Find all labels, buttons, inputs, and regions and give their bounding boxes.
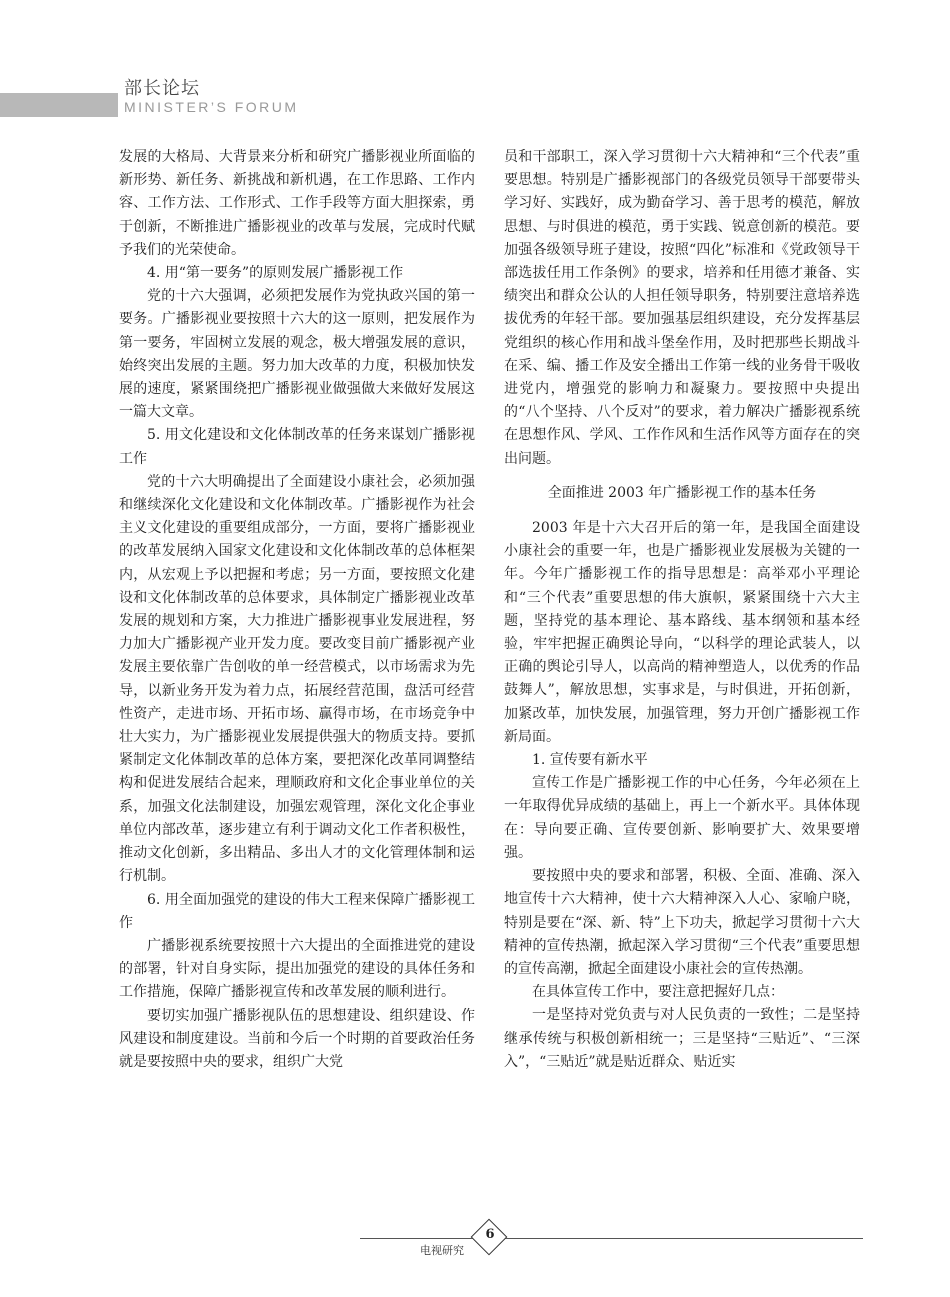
- section-title-chinese: 部长论坛: [124, 78, 200, 99]
- right-text-column: [504, 146, 860, 1074]
- body-paragraph: 一是坚持对党负责与对人民负责的一致性；二是坚持继承传统与积极创新相统一；三是坚持“三贴近”、“三深入”，“三贴近”就是贴近群众、贴近实: [504, 1007, 860, 1070]
- body-paragraph: 要按照中央的要求和部署，积极、全面、准确、深入地宣传十六大精神，使十六大精神深入人心、家喻户晓，特别是要在“深、新、特”上下功夫，掀起学习贯彻十六大精神的宣传热潮，掀起深入学习贯彻“三个代表”重要思想的宣传高潮，掀起全面建设小康社会的宣传热潮。: [504, 868, 860, 977]
- subsection-heading: 5. 用文化建设和文化体制改革的任务来谋划广播影视工作: [119, 427, 475, 467]
- left-text-column: [119, 146, 475, 1074]
- body-paragraph: 要切实加强广播影视队伍的思想建设、组织建设、作风建设和制度建设。当前和今后一个时期的首要政治任务就是要按照中央的要求，组织广大党: [119, 1007, 475, 1070]
- body-paragraph: 广播影视系统要按照十六大提出的全面推进党的建设的部署，针对自身实际，提出加强党的建设的具体任务和工作措施，保障广播影视宣传和改革发展的顺利进行。: [119, 937, 475, 1001]
- page-number: 6: [485, 1227, 495, 1242]
- footer-journal-name: 电视研究: [420, 1244, 464, 1257]
- body-paragraph: 宣传工作是广播影视工作的中心任务，今年必须在上一年取得优异成绩的基础上，再上一个新水平。具体体现在：导向要正确、宣传要创新、影响要扩大、效果要增强。: [504, 775, 860, 861]
- subsection-heading: 4. 用“第一要务”的原则发展广播影视工作: [147, 265, 404, 282]
- subsection-heading: 6. 用全面加强党的建设的伟大工程来保障广播影视工作: [119, 891, 475, 931]
- continued-paragraph: 员和干部职工，深入学习贯彻十六大精神和“三个代表”重要思想。特别是广播影视部门的各级党员领导干部要带头学习好、实践好，成为勤奋学习、善于思考的模范，解放思想、与时俱进的模范，勇于实践、锐意创新的模范。要加强各级领导班子建设，按照“四化”标准和《党政领导干部选拔任用工作条例》的要求，培养和任用德才兼备、实绩突出和群众公认的人担任领导职务，特别要注意培养选拔优秀的年轻干部。要加强基层组织建设，充分发挥基层党组织的核心作用和战斗堡垒作用，及时把那些长期战斗在采、编、播工作及安全播出工作第一线的业务骨干吸收进党内，增强党的影响力和凝聚力。要按照中央提出的“八个坚持、八个反对”的要求，着力解决广播影视系统在思想作风、学风、工作作风和生活作风等方面存在的突出问题。: [504, 149, 860, 467]
- footer-rule-left: [360, 1238, 473, 1239]
- body-paragraph: 党的十六大强调，必须把发展作为党执政兴国的第一要务。广播影视业要按照十六大的这一原则，把发展作为第一要务，牢固树立发展的观念，极大增强发展的意识，始终突出发展的主题。努力加大改革的力度，积极加快发展的速度，紧紧围绕把广播影视业做强做大来做好发展这一篇大文章。: [119, 288, 475, 421]
- section-heading: 全面推进 2003 年广播影视工作的基本任务: [547, 484, 817, 501]
- body-paragraph: 党的十六大明确提出了全面建设小康社会，必须加强和继续深化文化建设和文化体制改革。广播影视作为社会主义文化建设的重要组成部分，一方面，要将广播影视业的改革发展纳入国家文化建设和文化体制改革的总体框架内，从宏观上予以把握和考虑；另一方面，要按照文化建设和文化体制改革的总体要求，具体制定广播影视业改革发展的规划和方案，大力推进广播影视事业发展进程，努力加大广播影视产业开发力度。要改变目前广播影视产业发展主要依靠广告创收的单一经营模式，以市场需求为先导，以新业务开发为着力点，拓展经营范围，盘活可经营性资产，走进市场、开拓市场、赢得市场，在市场竞争中壮大实力，为广播影视业发展提供强大的物质支持。要抓紧制定文化体制改革的总体方案，要把深化改革同调整结构和促进发展结合起来，理顺政府和文化企事业单位的关系，加强文化法制建设，加强宏观管理，深化文化企事业单位内部改革，逐步建立有利于调动文化工作者积极性，推动文化创新，多出精品、多出人才的文化管理体制和运行机制。: [119, 473, 475, 885]
- section-title-english: MINISTER’S FORUM: [124, 99, 299, 115]
- subsection-heading: 1. 宣传要有新水平: [532, 752, 648, 769]
- header-gray-bar: [0, 93, 118, 117]
- body-paragraph: 2003 年是十六大召开后的第一年，是我国全面建设小康社会的重要一年，也是广播影视业发展极为关键的一年。今年广播影视工作的指导思想是：高举邓小平理论和“三个代表”重要思想的伟大旗帜，紧紧围绕十六大主题，坚持党的基本理论、基本路线、基本纲领和基本经验，牢牢把握正确舆论导向，“以科学的理论武装人，以正确的舆论引导人，以高尚的精神塑造人，以优秀的作品鼓舞人”，解放思想，实事求是，与时俱进，开拓创新，加紧改革，加快发展，加强管理，努力开创广播影视工作新局面。: [504, 520, 860, 745]
- footer-rule-right: [503, 1238, 863, 1239]
- continued-paragraph: 发展的大格局、大背景来分析和研究广播影视业所面临的新形势、新任务、新挑战和新机遇，在工作思路、工作内容、工作方法、工作形式、工作手段等方面大胆探索，勇于创新，不断推进广播影视业的改革与发展，完成时代赋予我们的光荣使命。: [119, 149, 475, 258]
- body-paragraph: 在具体宣传工作中，要注意把握好几点：: [532, 984, 784, 1001]
